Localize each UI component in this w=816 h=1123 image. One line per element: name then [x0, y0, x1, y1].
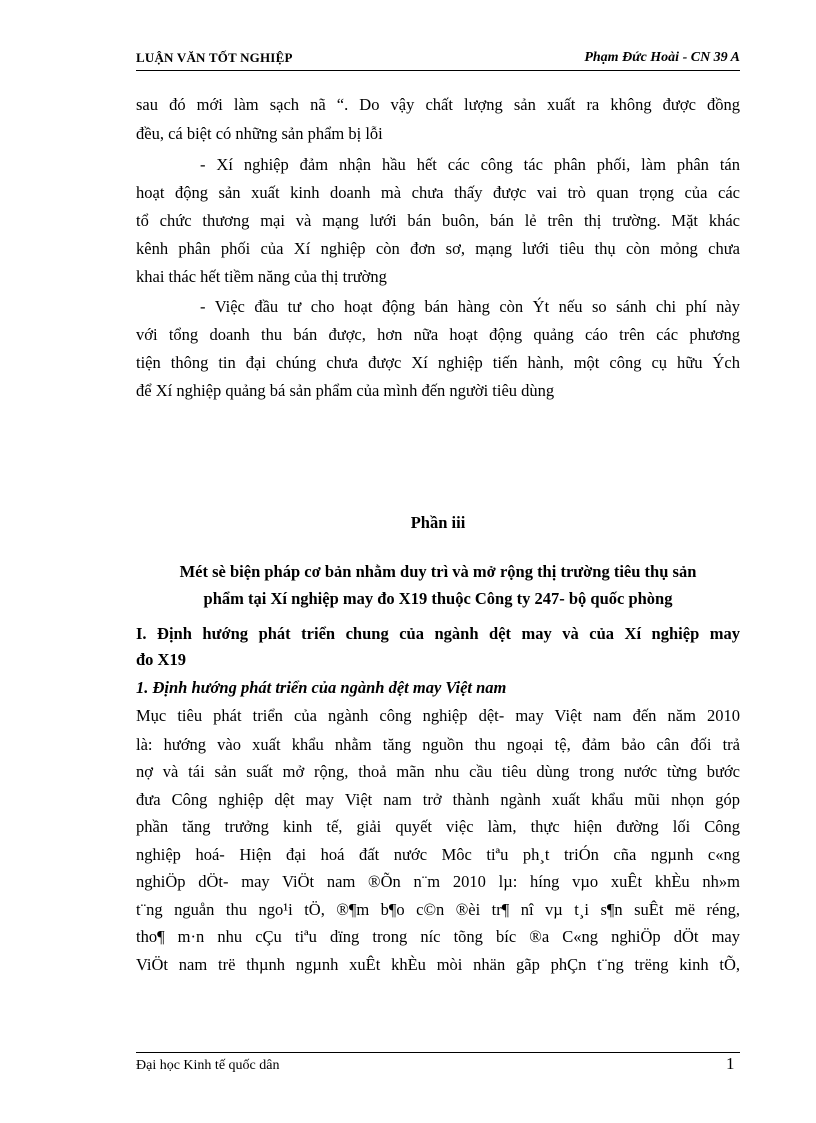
section-line: t¨ng nguån thu ngo¹i tÖ, ®¶m b¶o c©n ®èi tr¶ nî vµ t¸i s¶n suÊt më réng, [136, 900, 740, 919]
section-line: nợ và tái sản suất mở rộng, thoả mãn nhu cầu tiêu dùng trong nước từng bước [136, 762, 740, 781]
body-line: hoạt động sản xuất kinh doanh mà chưa thấy được vai trò quan trọng của các [136, 183, 740, 202]
section-line: đưa Công nghiệp dệt may Việt nam trở thành ngành xuất khẩu mũi nhọn góp [136, 790, 740, 809]
section-heading-line: đo X19 [136, 650, 186, 669]
subsection-heading: 1. Định hướng phát triển của ngành dệt may Việt nam [136, 678, 507, 697]
body-line: - Xí nghiệp đảm nhận hầu hết các công tác phân phối, làm phân tán [200, 155, 740, 174]
section-line: nghiệp hoá- Hiện đại hoá đất nước Môc tiªu ph¸t triÓn cña ngµnh c«ng [136, 845, 740, 864]
section-line: nghiÖp dÖt- may ViÖt nam ®Õn n¨m 2010 lµ: híng vµo xuÊt khÈu nh»m [136, 872, 740, 891]
body-line: khai thác hết tiềm năng của thị trường [136, 267, 387, 286]
page-number: 1 [726, 1054, 735, 1073]
header-thesis-label: LUẬN VĂN TỐT NGHIỆP [136, 50, 293, 65]
section-line: Mục tiêu phát triển của ngành công nghiệp dệt- may Việt nam đến năm 2010 [136, 706, 740, 725]
body-line: để Xí nghiệp quảng bá sản phẩm của mình đến người tiêu dùng [136, 381, 555, 400]
body-line: đều, cá biệt có những sản phẩm bị lỗi [136, 124, 383, 143]
body-line: sau đó mới làm sạch nã “. Do vậy chất lượng sản xuất ra không được đồng [136, 95, 740, 114]
footer-university: Đại học Kinh tế quốc dân [136, 1058, 280, 1073]
header-author: Phạm Đức Hoài - CN 39 A [584, 50, 740, 65]
body-line: với tổng doanh thu bán được, hơn nữa hoạt động quảng cáo trên các phương [136, 325, 740, 344]
section-line: ViÖt nam trë thµnh ngµnh xuÊt khÈu mòi nhän gãp phÇn t¨ng trëng kinh tÕ, [136, 955, 740, 974]
section-heading-line: I. Định hướng phát triển chung của ngành dệt may và của Xí nghiệp may [136, 624, 740, 643]
section-line: phần tăng trưởng kinh tế, giải quyết việc làm, thực hiện đường lối Công [136, 817, 740, 836]
page-header [136, 50, 740, 71]
section-line: tho¶ m·n nhu cÇu tiªu dïng trong níc tõng bíc ®a C«ng nghiÖp dÖt may [136, 927, 740, 946]
footer-divider [136, 1052, 740, 1053]
body-line: tổ chức thương mại và mạng lưới bán buôn, bán lẻ trên thị trường. Mặt khác [136, 211, 740, 230]
body-line: kênh phân phối của Xí nghiệp còn đơn sơ, mạng lưới tiêu thụ còn mỏng chưa [136, 239, 740, 258]
part-subtitle-line: phẩm tại Xí nghiệp may đo X19 thuộc Công ty 247- bộ quốc phòng [203, 589, 673, 608]
section-line: là: hướng vào xuất khẩu nhằm tăng nguồn thu ngoại tệ, đảm bảo cân đối trả [136, 735, 740, 754]
body-line: tiện thông tin đại chúng chưa được Xí nghiệp tiến hành, một công cụ hữu Ých [136, 353, 740, 372]
body-line: - Việc đầu tư cho hoạt động bán hàng còn Ýt nếu so sánh chi phí này [200, 297, 740, 316]
part-subtitle-line: Mét sè biện pháp cơ bản nhằm duy trì và mở rộng thị trường tiêu thụ sản [179, 562, 697, 581]
part-title: Phần iii [410, 513, 466, 532]
